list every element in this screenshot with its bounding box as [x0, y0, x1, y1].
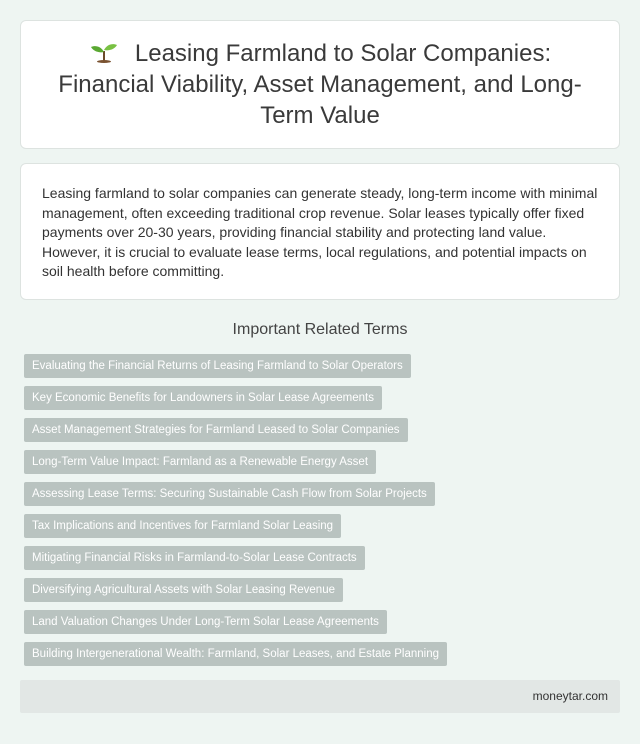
- footer-brand[interactable]: moneytar.com: [532, 689, 608, 703]
- related-term-link[interactable]: Diversifying Agricultural Assets with Solar Leasing Revenue: [24, 578, 343, 602]
- related-term-link[interactable]: Building Intergenerational Wealth: Farmland, Solar Leases, and Estate Planning: [24, 642, 447, 666]
- related-terms-heading: Important Related Terms: [232, 321, 408, 338]
- summary-text: Leasing farmland to solar companies can generate steady, long-term income with minimal management, often exceeding traditional crop revenue. Solar leases typically offer fixed payments over 20-30 years, providing financial stability and protecting land value. However, it is crucial to evaluate lease terms, local regulations, and potential impacts on soil health before committing.: [42, 185, 598, 279]
- related-term-link[interactable]: Mitigating Financial Risks in Farmland-to-Solar Lease Contracts: [24, 546, 365, 570]
- related-term-link[interactable]: Asset Management Strategies for Farmland Leased to Solar Companies: [24, 418, 408, 442]
- related-term-link[interactable]: Key Economic Benefits for Landowners in Solar Lease Agreements: [24, 386, 382, 410]
- related-terms-list: [24, 354, 624, 674]
- related-term-link[interactable]: Long-Term Value Impact: Farmland as a Renewable Energy Asset: [24, 450, 376, 474]
- page-title: [45, 38, 595, 131]
- related-term-link[interactable]: Tax Implications and Incentives for Farmland Solar Leasing: [24, 514, 341, 538]
- title-card: [20, 20, 620, 149]
- related-term-link[interactable]: Land Valuation Changes Under Long-Term Solar Lease Agreements: [24, 610, 387, 634]
- footer: [20, 680, 620, 713]
- summary-card: [20, 163, 620, 300]
- related-term-link[interactable]: Evaluating the Financial Returns of Leasing Farmland to Solar Operators: [24, 354, 411, 378]
- related-term-link[interactable]: Assessing Lease Terms: Securing Sustainable Cash Flow from Solar Projects: [24, 482, 435, 506]
- sprout-icon: [89, 41, 119, 63]
- page-title-text: Leasing Farmland to Solar Companies: Financial Viability, Asset Management, and Long-Term Value: [58, 40, 582, 129]
